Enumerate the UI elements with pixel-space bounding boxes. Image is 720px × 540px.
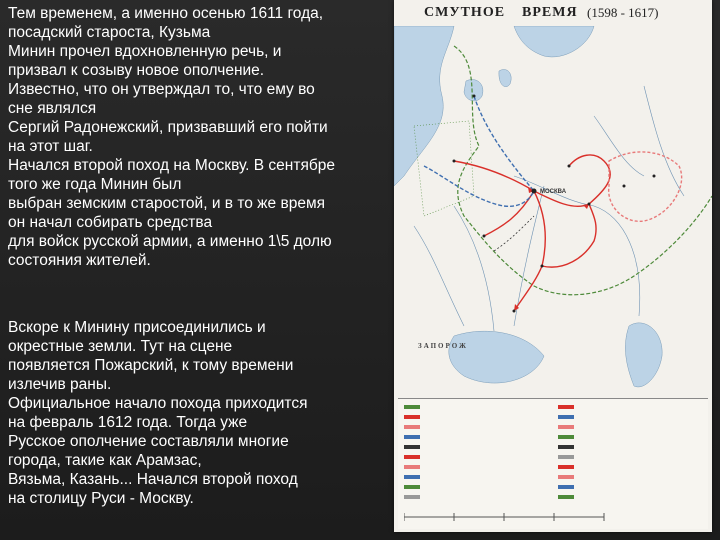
caspian-sea: [625, 323, 662, 387]
route-red-3: [569, 155, 610, 204]
legend-swatch-right-8: [558, 475, 574, 479]
route-red-4: [542, 204, 596, 267]
legend-swatch-pink-2: [404, 465, 420, 469]
legend-swatch-right-2: [558, 415, 574, 419]
cities: [453, 95, 656, 313]
legend-swatch-right-5: [558, 445, 574, 449]
legend-swatch-dark: [404, 445, 420, 449]
paragraph-second-campaign: Вскоре к Минину присоединились и окрестные земли. Тут на сцене появляется Пожарский, к тому времени излечив раны. Официальное начало похода приходится на февраль 1612 года. Тогда уже Русское ополчение составляли многие города, такие как Арамзас, Вязьма, Казань... Начался второй поход на столицу Руси - Москву.: [8, 319, 308, 507]
legend-swatch-red: [404, 415, 420, 419]
legend-swatch-border: [404, 405, 420, 409]
historical-map: [394, 0, 712, 532]
routes: [424, 96, 682, 311]
legend-swatch-red-2: [404, 455, 420, 459]
map-title-word-1: СМУТНОЕ: [424, 5, 506, 20]
map-title-word-2: ВРЕМЯ: [522, 5, 578, 20]
legend-swatch-pink: [404, 425, 420, 429]
legend-scale-bar: [404, 507, 704, 527]
state-border: [454, 46, 712, 295]
route-red-2: [514, 191, 545, 311]
lake-onega: [499, 69, 511, 86]
white-sea: [514, 26, 594, 57]
legend-swatch-right-9: [558, 485, 574, 489]
text-block-mobilization: [8, 4, 390, 270]
map-title-years: (1598 - 1617): [587, 5, 659, 20]
lake-ladoga: [464, 79, 483, 100]
legend-swatch-right-4: [558, 435, 574, 439]
legend-swatch-right-10: [558, 495, 574, 499]
text-block-campaign: [8, 318, 390, 508]
baltic-sea: [394, 26, 454, 186]
legend-swatch-blue-2: [404, 475, 420, 479]
legend-swatch-right-7: [558, 465, 574, 469]
legend-swatch-right-1: [558, 405, 574, 409]
route-blue-2: [474, 96, 534, 191]
legend-swatch-green-2: [404, 485, 420, 489]
map-title: [424, 3, 704, 25]
map-legend: [398, 398, 708, 529]
route-red-5: [484, 191, 534, 236]
city-moscow-dot: [532, 189, 537, 194]
route-pink-loop: [609, 152, 682, 221]
paragraph-minin-speech: Тем временем, а именно осенью 1611 года, посадский староста, Кузьма Минин прочел вдохновленную речь, и призвал к созыву новое ополчение. Известно, что он утверждал то, что ему во сне являлся Сергий Радонежский, призвавший его пойти на этот шаг. Начался второй поход на Москву. В сентябре того же года Минин был выбран земским старостой, и в то же время он начал собирать средства для войск русской армии, а именно 1\5 долю состояния жителей.: [8, 5, 335, 269]
route-blue-1: [424, 166, 534, 206]
route-red-1: [454, 161, 589, 206]
moscow-label: МОСКВА: [540, 189, 567, 195]
legend-swatch-grey: [404, 495, 420, 499]
route-dark-1: [494, 216, 534, 251]
legend-swatch-right-6: [558, 455, 574, 459]
black-sea: [449, 331, 544, 383]
zaporozh-label: ЗАПОРОЖ: [418, 342, 468, 350]
rivers: [414, 86, 684, 331]
legend-swatch-right-3: [558, 425, 574, 429]
legend-swatch-blue: [404, 435, 420, 439]
